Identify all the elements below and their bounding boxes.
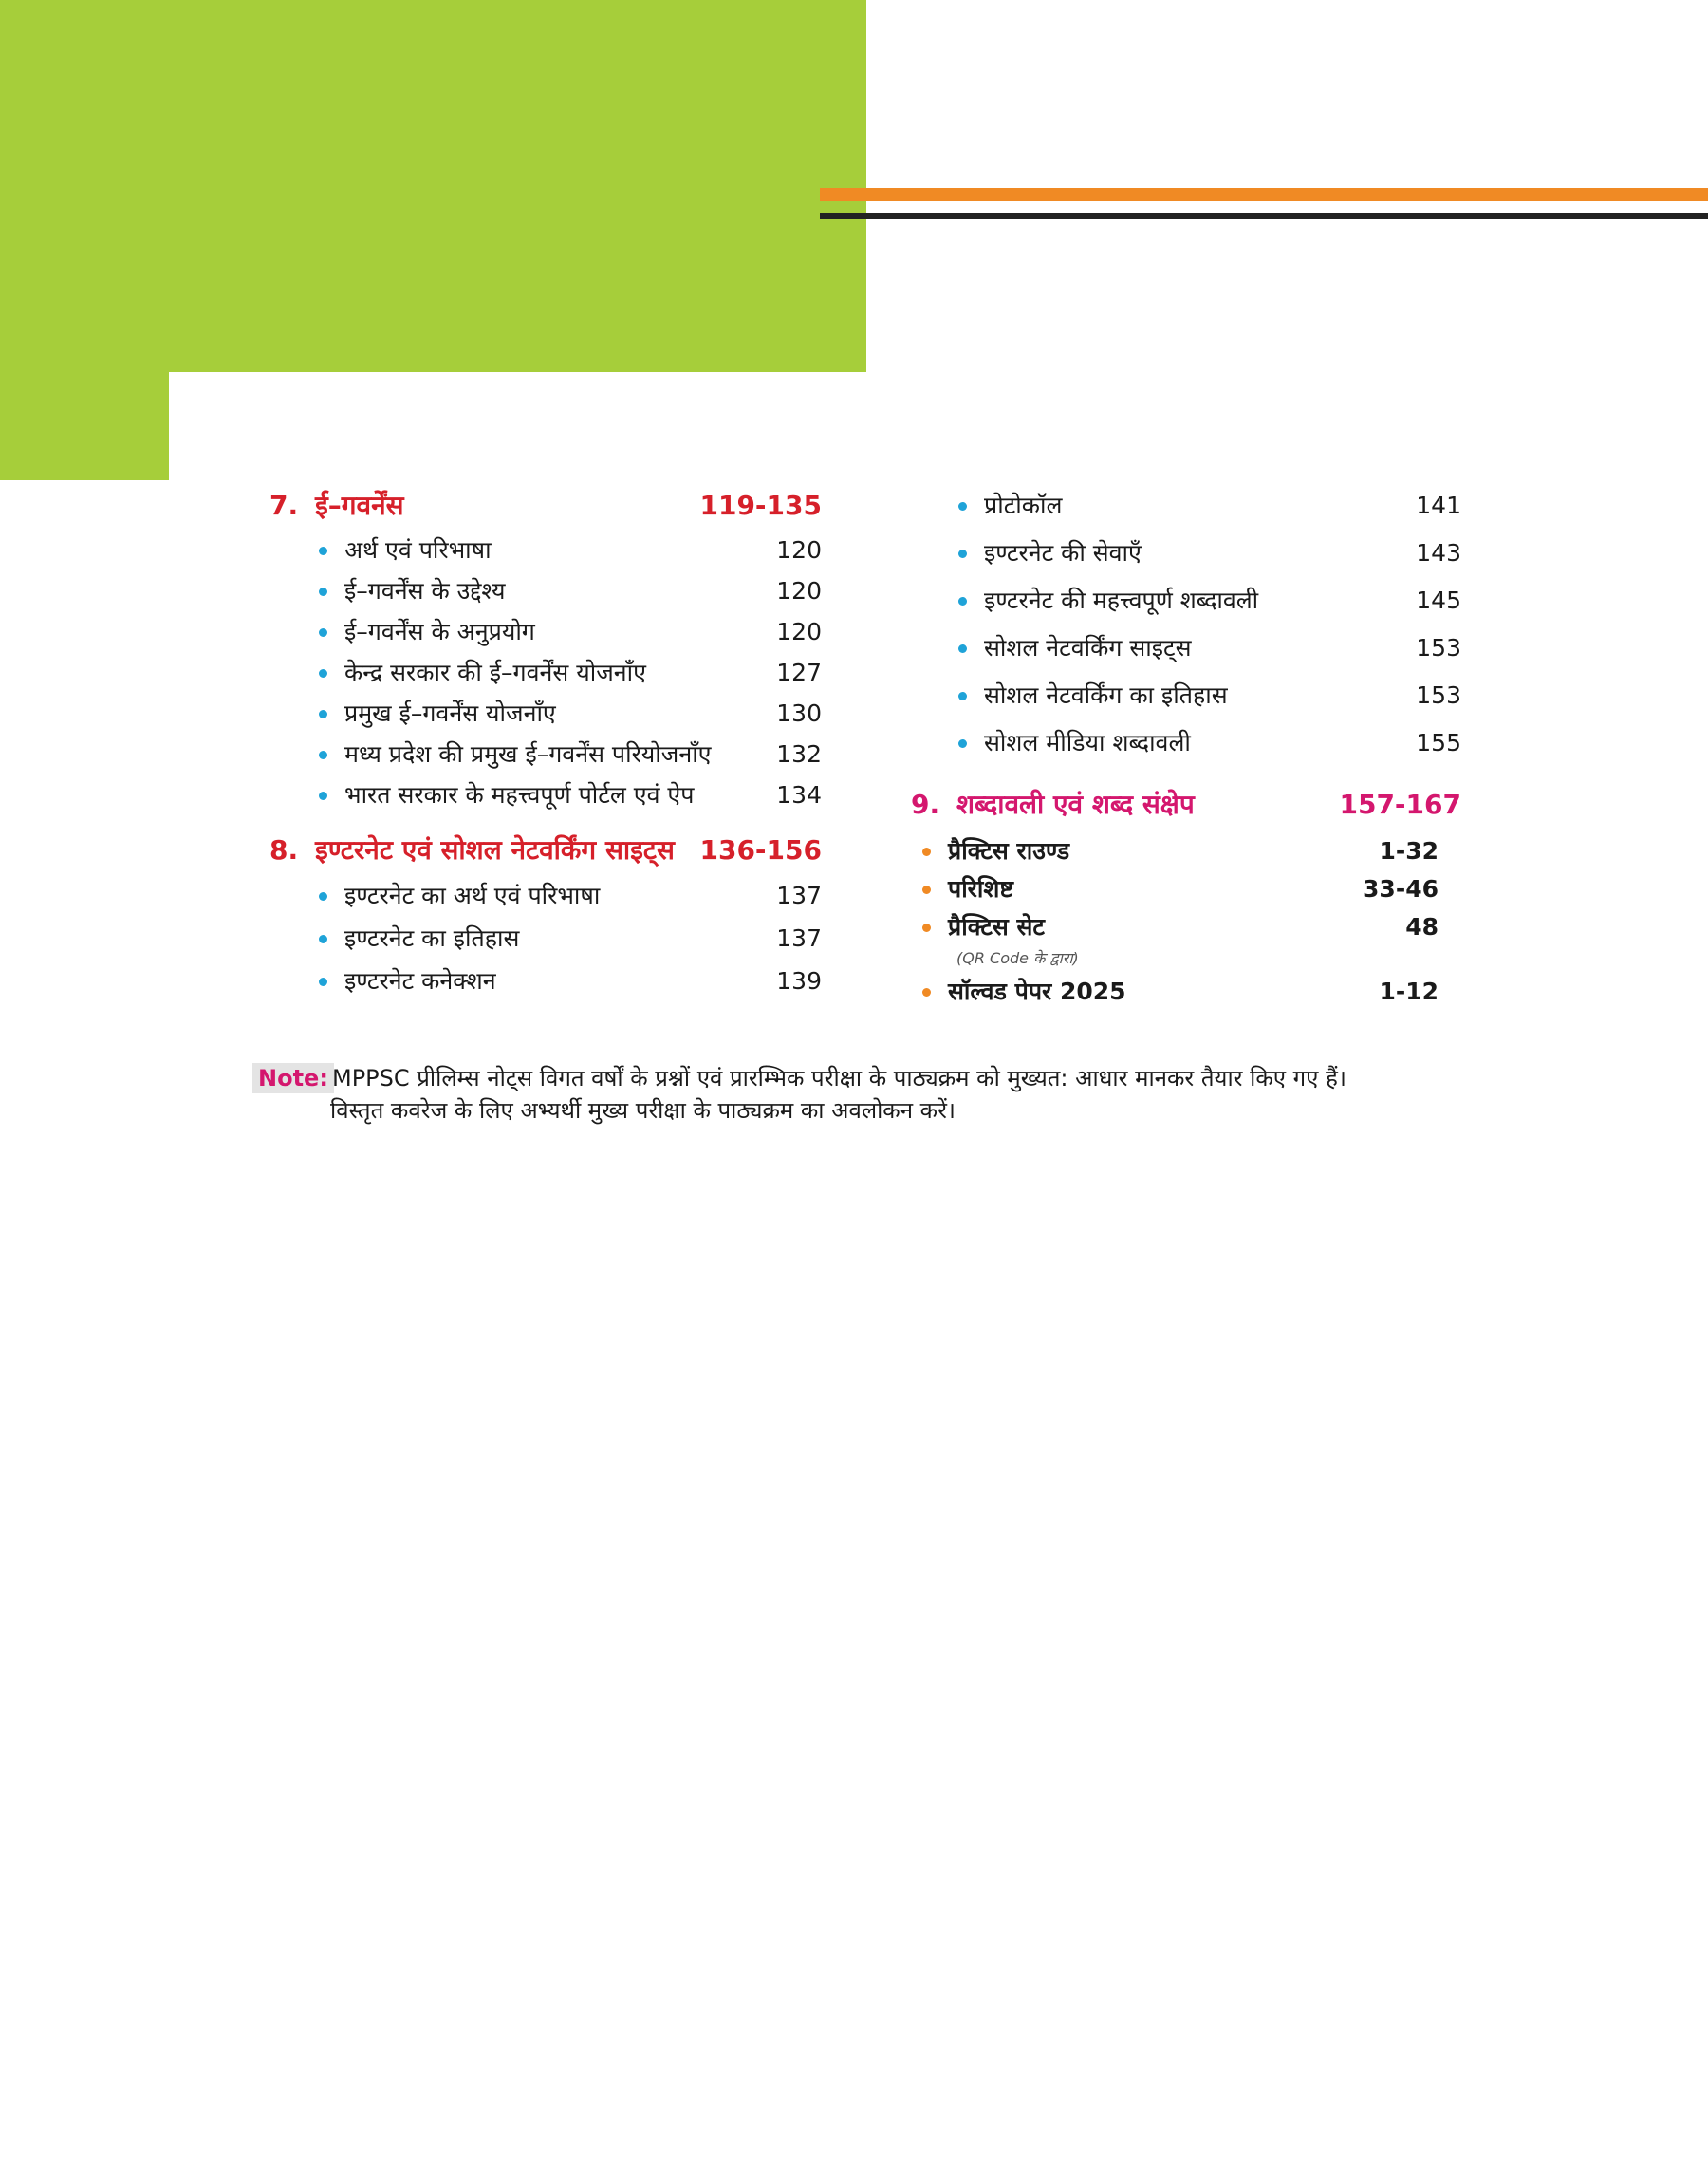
header-orange-rule <box>820 188 1708 201</box>
chapter-7-heading[interactable] <box>269 490 822 522</box>
chapter-number: 9. <box>911 789 940 820</box>
toc-item[interactable]: ई–गवर्नेंस के अनुप्रयोग 120 <box>319 618 822 646</box>
chapter-8-heading[interactable] <box>269 834 822 867</box>
toc-item[interactable]: भारत सरकार के महत्त्वपूर्ण पोर्टल एवं ऐप 134 <box>319 781 822 810</box>
note-tag: Note: <box>252 1063 334 1093</box>
chapter-page-range: 157-167 <box>1339 789 1461 820</box>
toc-item[interactable]: सोशल नेटवर्किंग साइट्स 153 <box>958 634 1461 662</box>
bullet-icon <box>319 978 327 986</box>
chapter-9-heading[interactable] <box>911 789 1461 821</box>
chapter-title: ई–गवर्नेंस <box>315 490 404 521</box>
toc-item[interactable]: इण्टरनेट कनेक्शन 139 <box>319 967 822 996</box>
toc-item[interactable]: प्रमुख ई–गवर्नेंस योजनाँए 130 <box>319 700 822 728</box>
toc-extra-item[interactable]: परिशिष्ट 33-46 <box>922 875 1439 904</box>
qr-code-note: (QR Code के द्वारा) <box>956 949 1079 967</box>
toc-item[interactable]: ई–गवर्नेंस के उद्देश्य 120 <box>319 577 822 606</box>
toc-item[interactable]: अर्थ एवं परिभाषा 120 <box>319 536 822 565</box>
header-black-rule <box>820 213 1708 219</box>
bullet-icon <box>319 892 327 901</box>
bullet-icon <box>319 751 327 759</box>
toc-item[interactable]: इण्टरनेट का अर्थ एवं परिभाषा 137 <box>319 882 822 910</box>
bullet-icon <box>958 644 967 653</box>
toc-item[interactable]: सोशल मीडिया शब्दावली 155 <box>958 729 1461 757</box>
bullet-icon <box>958 597 967 606</box>
bullet-icon <box>958 502 967 511</box>
toc-extra-item[interactable]: प्रैक्टिस राउण्ड 1-32 <box>922 837 1439 866</box>
header-green-strip <box>0 372 169 480</box>
bullet-icon <box>922 848 931 856</box>
bullet-icon <box>319 935 327 943</box>
chapter-page-range: 119-135 <box>699 490 822 521</box>
bullet-icon <box>958 550 967 558</box>
note-line-2: विस्तृत कवरेज के लिए अभ्यर्थी मुख्य परीक्षा के पाठ्यक्रम का अवलोकन करें। <box>330 1097 956 1124</box>
chapter-number: 7. <box>269 490 299 521</box>
bullet-icon <box>319 628 327 637</box>
chapter-title: इण्टरनेट एवं सोशल नेटवर्किंग साइट्स <box>315 834 675 866</box>
toc-item[interactable]: इण्टरनेट की महत्त्वपूर्ण शब्दावली 145 <box>958 587 1461 615</box>
toc-extra-item[interactable]: सॉल्वड पेपर 2025 1-12 <box>922 978 1439 1006</box>
bullet-icon <box>319 710 327 718</box>
bullet-icon <box>319 669 327 678</box>
header-green-block <box>0 0 866 372</box>
chapter-title: शब्दावली एवं शब्द संक्षेप <box>956 789 1195 820</box>
toc-item[interactable]: सोशल नेटवर्किंग का इतिहास 153 <box>958 681 1461 710</box>
toc-extra-item[interactable]: प्रैक्टिस सेट 48 <box>922 913 1439 942</box>
bullet-icon <box>958 692 967 700</box>
bullet-icon <box>922 886 931 894</box>
bullet-icon <box>922 924 931 932</box>
chapter-number: 8. <box>269 834 299 866</box>
bullet-icon <box>319 588 327 596</box>
bullet-icon <box>319 792 327 800</box>
bullet-icon <box>922 988 931 997</box>
bullet-icon <box>319 547 327 555</box>
toc-item[interactable]: केन्द्र सरकार की ई–गवर्नेंस योजनाँए 127 <box>319 659 822 687</box>
toc-item[interactable]: प्रोटोकॉल 141 <box>958 492 1461 520</box>
chapter-page-range: 136-156 <box>699 834 822 866</box>
note-line-1: MPPSC प्रीलिम्स नोट्स विगत वर्षों के प्रश्नों एवं प्रारम्भिक परीक्षा के पाठ्यक्रम को मुख्यत: आधार मानकर तैयार किए गए हैं। <box>332 1065 1346 1092</box>
toc-item[interactable]: इण्टरनेट की सेवाएँ 143 <box>958 539 1461 568</box>
toc-item[interactable]: इण्टरनेट का इतिहास 137 <box>319 924 822 953</box>
content-panel-top <box>285 372 866 495</box>
toc-item[interactable]: मध्य प्रदेश की प्रमुख ई–गवर्नेंस परियोजनाँए 132 <box>319 740 822 769</box>
bullet-icon <box>958 739 967 748</box>
